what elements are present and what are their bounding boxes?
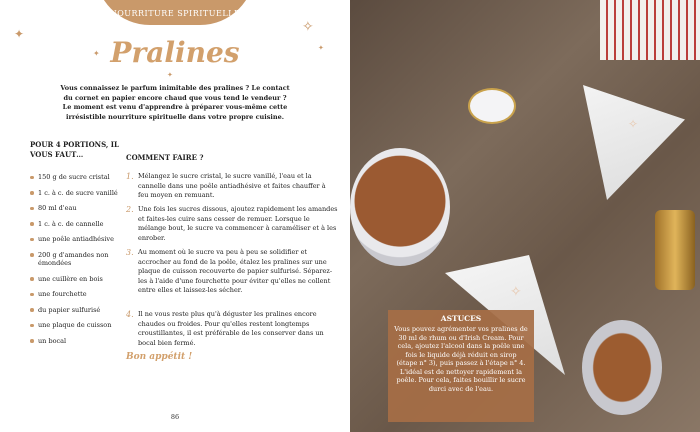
ingredient-item: 200 g d'amandes non émondées: [30, 251, 125, 268]
step-item: [126, 248, 338, 296]
step-item: [126, 205, 338, 243]
salt-measuring-spoon: [468, 88, 516, 124]
sparkle-icon: ✧: [628, 117, 639, 131]
ingredient-item: une fourchette: [30, 290, 125, 299]
step-text: Mélangez le sucre cristal, le sucre vanillé, l'eau et la cannelle dans une poêle antiadhésive et faites chauffer à feu moyen en remuant.: [138, 172, 326, 199]
sparkle-icon: ✦: [14, 27, 25, 41]
ingredient-item: un bocal: [30, 337, 125, 346]
step-text: Une fois les sucres dissous, ajoutez rapidement les amandes et faites-les cuire sans cesser de remuer. Lorsque le mélange bout, le sucre va commencer à caraméliser et à les enrober.: [138, 205, 338, 242]
step-number: 1.: [126, 172, 134, 181]
intro-text: Vous connaissez le parfum inimitable des pralines ? Le contact du cornet en papier encore chaud que vous tend le vendeur ? Le moment est venu d'apprendre à préparer vous-même cette irrésistible nourriture spirituelle dans votre propre cuisine.: [60, 84, 290, 121]
tip-box: [388, 310, 534, 422]
section-label: NOURRITURE SPIRITUELLE: [109, 9, 241, 18]
ingredient-item: du papier sulfurisé: [30, 306, 125, 315]
praline-spoon: [582, 320, 662, 415]
sparkle-icon: ✦: [93, 49, 100, 58]
ingredient-item: une plaque de cuisson: [30, 321, 125, 330]
sparkle-icon: ✦: [318, 44, 324, 52]
page-number: 86: [170, 413, 180, 421]
ingredients-heading: POUR 4 PORTIONS, IL VOUS FAUT…: [30, 140, 119, 159]
step-number: 2.: [126, 205, 134, 214]
step-number: 3.: [126, 248, 134, 257]
spice-jar: [655, 210, 695, 290]
tip-heading: ASTUCES: [440, 314, 482, 323]
ingredient-item: une poêle antiadhésive: [30, 235, 125, 244]
sparkle-icon: ✧: [510, 284, 522, 300]
step-text: Au moment où le sucre va peu à peu se solidifier et accrocher au fond de la poêle, étalez les pralines sur une plaque de cuisson recouverte de papier sulfurisé. Séparez-les à l'aide d'une fourchette pour éviter qu'elles ne collent entre elles et laissez-les sécher.: [138, 248, 333, 294]
ingredient-item: 1 c. à c. de sucre vanillé: [30, 189, 125, 198]
tip-text: Vous pouvez agrémenter vos pralines de 30 ml de rhum ou d'Irish Cream. Pour cela, ajoutez l'alcool dans la poêle une fois le liquide déjà réduit en sirop (étape n° 3), puis passez à l'étape n° 4. L'idéal est de nettoyer rapidement la poêle. Pour cela, faites bouillir le sucre durci avec de l'eau.: [394, 325, 528, 393]
steps-heading: COMMENT FAIRE ?: [126, 153, 204, 162]
ingredient-item: 1 c. à c. de cannelle: [30, 220, 125, 229]
ingredient-item: une cuillère en bois: [30, 275, 125, 284]
step-item: [126, 172, 338, 201]
ingredient-item: 80 ml d'eau: [30, 204, 125, 213]
checkered-cloth: [600, 0, 700, 60]
ingredient-item: 150 g de sucre cristal: [30, 173, 125, 182]
step-number: 4.: [126, 310, 134, 319]
sparkle-icon: ✧: [302, 19, 314, 35]
step-item: [126, 310, 338, 348]
signoff-text: Bon appétit !: [126, 352, 193, 362]
step-text: Il ne vous reste plus qu'à déguster les pralines encore chaudes ou froides. Pour qu'elles restent longtemps croustillantes, il est préférable de les conserver dans un bocal bien fermé.: [138, 310, 324, 347]
sparkle-icon: ✦: [167, 71, 173, 79]
paper-cone: [565, 85, 685, 200]
ingredients-list: [30, 173, 125, 352]
recipe-title: Pralines: [110, 36, 240, 69]
photo-page: [350, 0, 700, 432]
praline-bowl: [350, 148, 450, 266]
